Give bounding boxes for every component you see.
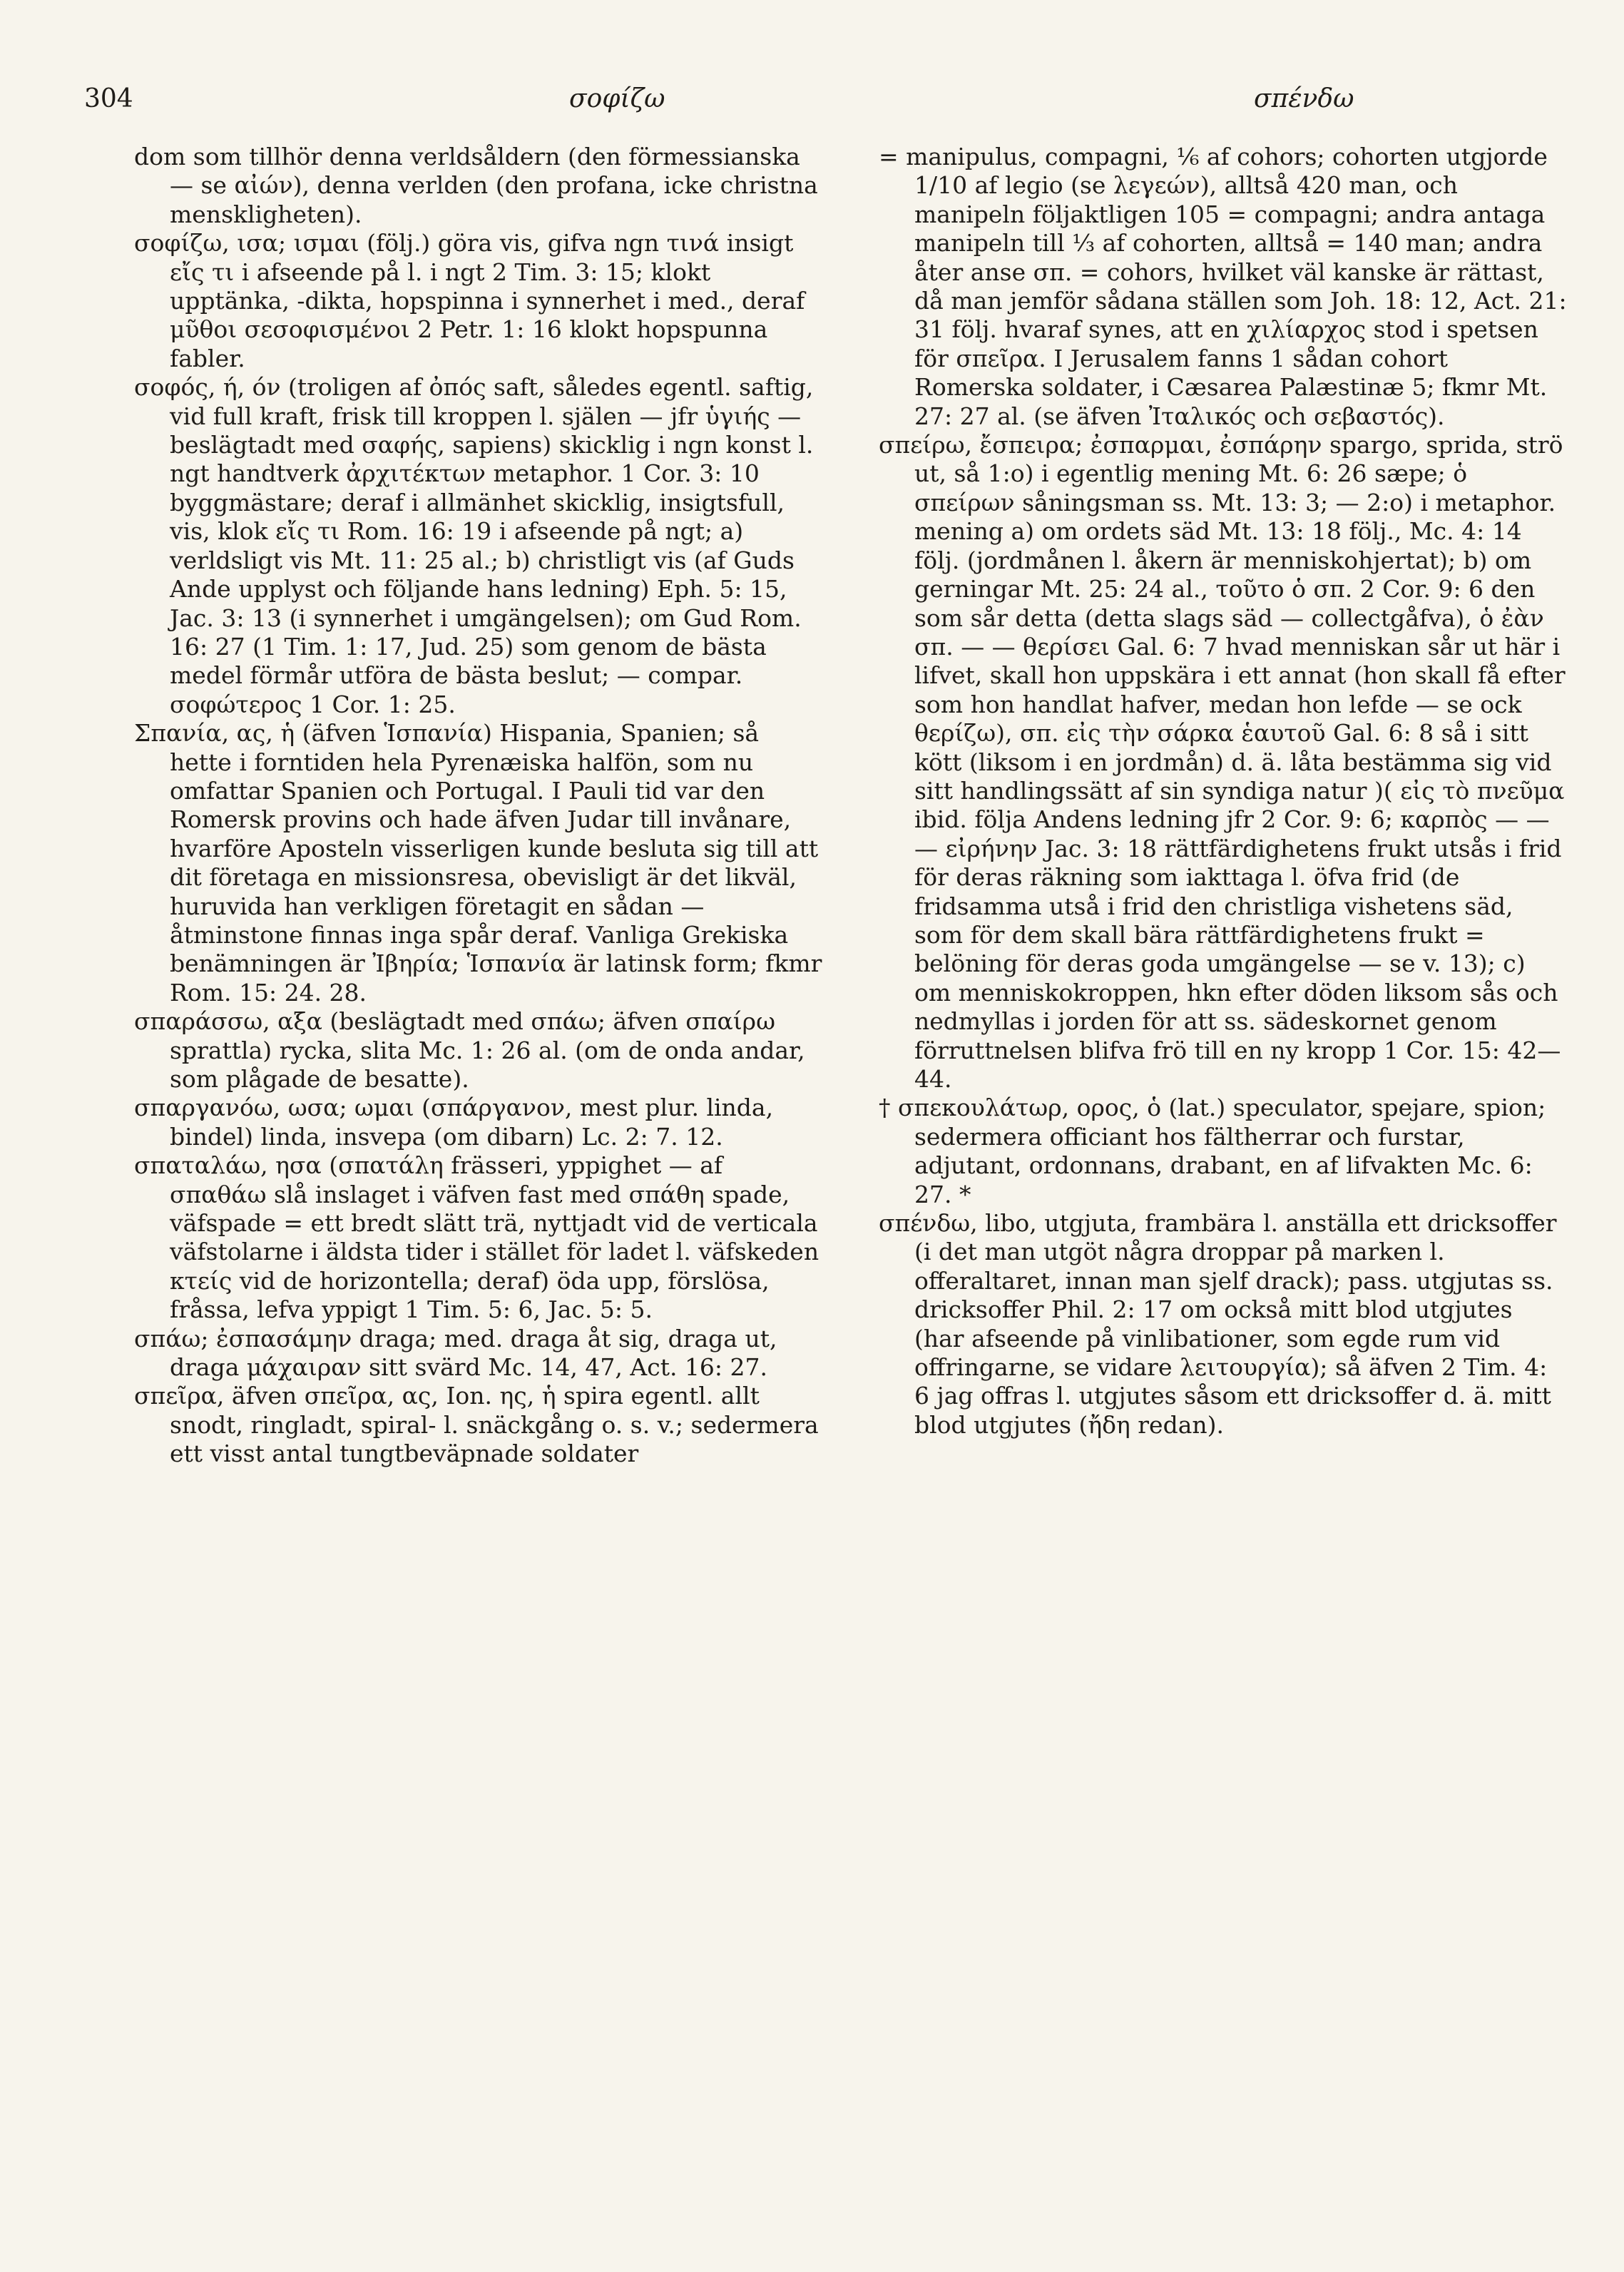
entry-continuation: dom som tillhör denna verldsåldern (den förmessianska — se αἰών), denna verlden (den profana, icke christna menskligheten). (134, 143, 818, 228)
running-headword-right: σπένδω (1254, 84, 1354, 113)
entry-spania: Σπανία, ας, ἡ (äfven Ἱσπανία) Hispania, Spanien; så hette i forntiden hela Pyrenæiska halfön, som nu omfattar Spanien och Portugal. I Pauli tid var den Romersk provins och hade äfven Judar till invånare, hvarföre Aposteln visserligen kunde besluta sig till att dit företaga en missionsresa, obevisligt är det likväl, huruvida han verkligen företagit en sådan — åtminstone finnas inga spår deraf. Vanliga Grekiska benämningen är Ἰβηρία; Ἱσπανία är latinsk form; fkmr Rom. 15: 24. 28. (134, 719, 822, 1007)
entry-sparasso: σπαράσσω, αξα (beslägtadt med σπάω; äfven σπαίρω sprattla) rycka, slita Mc. 1: 26 al. (om de onda andar, som plågade de besatte). (134, 1007, 805, 1093)
entry-speira: σπεῖρα, äfven σπεῖρα, ας, Ion. ης, ἡ spira egentl. allt snodt, ringladt, spiral- l. snäckgång o. s. v.; sedermera ett visst antal tungtbeväpnade soldater (134, 1382, 819, 1468)
right-column (879, 143, 1567, 1440)
page-header (84, 84, 1546, 127)
running-headword-left: σοφίζω (569, 84, 665, 113)
entry-spekoulator: † σπεκουλάτωρ, ορος, ὁ (lat.) speculator, spejare, spion; sedermera officiant hos fältherrar och furstar, adjutant, ordonnans, drabant, en af lifvakten Mc. 6: 27. * (879, 1094, 1546, 1208)
entry-spao: σπάω; ἐσπασάμην draga; med. draga åt sig, draga ut, draga μάχαιραν sitt svärd Mc. 14, 47, Act. 16: 27. (134, 1324, 777, 1382)
entry-speiro: σπείρω, ἔσπειρα; ἐσπαρμαι, ἐσπάρην spargo, sprida, strö ut, så 1:o) i egentlig mening Mt. 6: 26 sæpe; ὁ σπείρων såningsman ss. Mt. 13: 3; — 2:o) i metaphor. mening a) om ordets säd Mt. 13: 18 följ., Mc. 4: 14 följ. (jordmånen l. åkern är menniskohjertat); b) om gerningar Mt. 25: 24 al., τοῦτο ὁ σπ. 2 Cor. 9: 6 den som sår detta (detta slags säd — collectgåfva), ὁ ἐὰν σπ. — — θερίσει Gal. 6: 7 hvad menniskan sår ut här i lifvet, skall hon uppskära i ett annat (hon skall få efter som hon handlat hafver, medan hon lefde — se ock θερίζω), σπ. εἰς τὴν σάρκα ἑαυτοῦ Gal. 6: 8 så i sitt kött (liksom i en jordmån) d. ä. låta bestämma sig vid sitt handlingssätt af sin syndiga natur )( εἰς τὸ πνεῦμα ibid. följa Andens ledning jfr 2 Cor. 9: 6; καρπὸς — — — εἰρήνην Jac. 3: 18 rättfärdighetens frukt utsås i frid för deras räkning som iakttaga l. öfva frid (de fridsamma utså i frid den christliga vishetens säd, som för dem skall bära rättfärdighetens frukt = belöning för deras goda umgängelse — se v. 13); c) om menniskokroppen, hkn efter döden liksom sås och nedmyllas i jorden för att ss. sädeskornet genom förruttnelsen blifva frö till en ny kropp 1 Cor. 15: 42—44. (879, 431, 1566, 1093)
entry-sparganoo: σπαργανόω, ωσα; ωμαι (σπάργανον, mest plur. linda, bindel) linda, insvepa (om dibarn) Lc. 2: 7. 12. (134, 1094, 774, 1151)
left-column (134, 143, 822, 1469)
page-number: 304 (84, 84, 133, 113)
entry-speira-continued: = manipulus, compagni, ⅙ af cohors; cohorten utgjorde 1/10 af legio (se λεγεών), alltså 420 man, och manipeln följaktligen 105 = compagni; andra antaga manipeln till ⅓ af cohorten, alltså = 140 man; andra åter anse σπ. = cohors, hvilket väl kanske är rättast, då man jemför sådana ställen som Joh. 18: 12, Act. 21: 31 följ. hvaraf synes, att en χιλίαρχος stod i spetsen för σπεῖρα. I Jerusalem fanns 1 sådan cohort Romerska soldater, i Cæsarea Palæstinæ 5; fkmr Mt. 27: 27 al. (se äfven Ἰταλικός och σεβαστός). (879, 143, 1567, 430)
entry-sofizo: σοφίζω, ισα; ισμαι (följ.) göra vis, gifva ngn τινά insigt εἴς τι i afseende på l. i ngt 2 Tim. 3: 15; klokt upptänka, -dikta, hopspinna i synnerhet i med., deraf μῦθοι σεσοφισμένοι 2 Petr. 1: 16 klokt hopspunna fabler. (134, 229, 805, 372)
entry-sofos: σοφός, ή, όν (troligen af ὀπός saft, således egentl. saftig, vid full kraft, frisk till kroppen l. själen — jfr ὑγιής — beslägtadt med σαφής, sapiens) skicklig i ngn konst l. ngt handtverk ἀρχιτέκτων metaphor. 1 Cor. 3: 10 byggmästare; deraf i allmänhet skicklig, insigtsfull, vis, klok εἴς τι Rom. 16: 19 i afseende på ngt; a) verldsligt vis Mt. 11: 25 al.; b) christligt vis (af Guds Ande upplyst och följande hans ledning) Eph. 5: 15, Jac. 3: 13 (i synnerhet i umgängelsen); om Gud Rom. 16: 27 (1 Tim. 1: 17, Jud. 25) som genom de bästa medel förmår utföra de bästa beslut; — compar. σοφώτερος 1 Cor. 1: 25. (134, 373, 814, 718)
entry-spatalao: σπαταλάω, ησα (σπατάλη frässeri, yppighet — af σπαθάω slå inslaget i väfven fast med σπάθη spade, väfspade = ett bredt slätt trä, nyttjadt vid de verticala väfstolarne i äldsta tider i stället för ladet l. väfskeden κτείς vid de horizontella; deraf) öda upp, förslösa, fråssa, lefva yppigt 1 Tim. 5: 6, Jac. 5: 5. (134, 1151, 819, 1324)
entry-spendo: σπένδω, libo, utgjuta, frambära l. anställa ett dricksoffer (i det man utgöt några droppar på marken l. offeraltaret, innan man sjelf drack); pass. utgjutas ss. dricksoffer Phil. 2: 17 om också mitt blod utgjutes (har afseende på vinlibationer, som egde rum vid offringarne, se vidare λειτουργία); så äfven 2 Tim. 4: 6 jag offras l. utgjutes såsom ett dricksoffer d. ä. mitt blod utgjutes (ἤδη redan). (879, 1209, 1557, 1439)
